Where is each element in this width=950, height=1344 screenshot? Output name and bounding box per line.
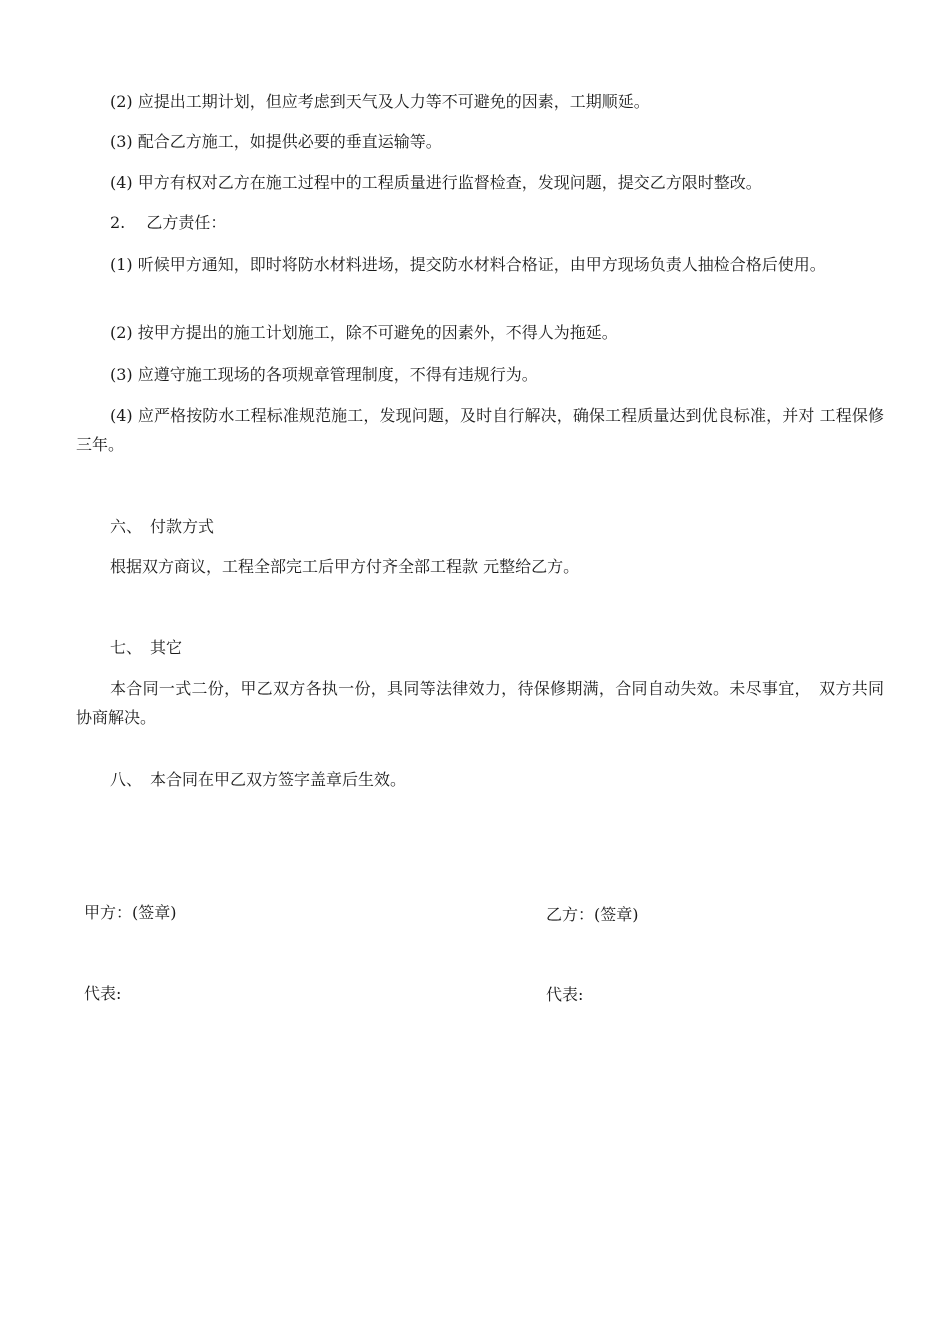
party-a-signature-label: 甲方：(签章) xyxy=(84,903,177,922)
party-b-duty-item-1: (1) 听候甲方通知，即时将防水材料进场，提交防水材料合格证，由甲方现场负责人抽检合格后使用。 xyxy=(110,255,826,274)
party-b-duty-item-4: (4) 应严格按防水工程标准规范施工，发现问题，及时自行解决，确保工程质量达到优良标准，并对 工程保修三年。 xyxy=(76,406,884,454)
party-a-duty-item-4: (4) 甲方有权对乙方在施工过程中的工程质量进行监督检查，发现问题，提交乙方限时整改。 xyxy=(110,173,762,192)
party-a-duty-item-3: (3) 配合乙方施工，如提供必要的垂直运输等。 xyxy=(110,132,442,151)
party-a-representative-label: 代表: xyxy=(84,984,122,1003)
party-b-representative-label: 代表: xyxy=(546,985,584,1004)
party-b-duty-item-3: (3) 应遵守施工现场的各项规章管理制度，不得有违规行为。 xyxy=(110,365,538,384)
section-7-heading: 七、 其它 xyxy=(110,638,183,657)
party-b-duty-heading: 2. 乙方责任： xyxy=(110,213,227,232)
section-8-heading: 八、 本合同在甲乙双方签字盖章后生效。 xyxy=(110,770,407,789)
party-a-duty-item-2: (2) 应提出工期计划，但应考虑到天气及人力等不可避免的因素，工期顺延。 xyxy=(110,92,650,111)
section-7-body: 本合同一式二份，甲乙双方各执一份，具同等法律效力，待保修期满，合同自动失效。未尽事宜， 双方共同协商解决。 xyxy=(76,679,884,727)
party-b-duty-item-2: (2) 按甲方提出的施工计划施工，除不可避免的因素外，不得人为拖延。 xyxy=(110,323,618,342)
section-6-heading: 六、 付款方式 xyxy=(110,517,215,536)
section-6-body: 根据双方商议，工程全部完工后甲方付齐全部工程款 元整给乙方。 xyxy=(110,557,580,576)
party-b-signature-label: 乙方：(签章) xyxy=(546,905,639,924)
